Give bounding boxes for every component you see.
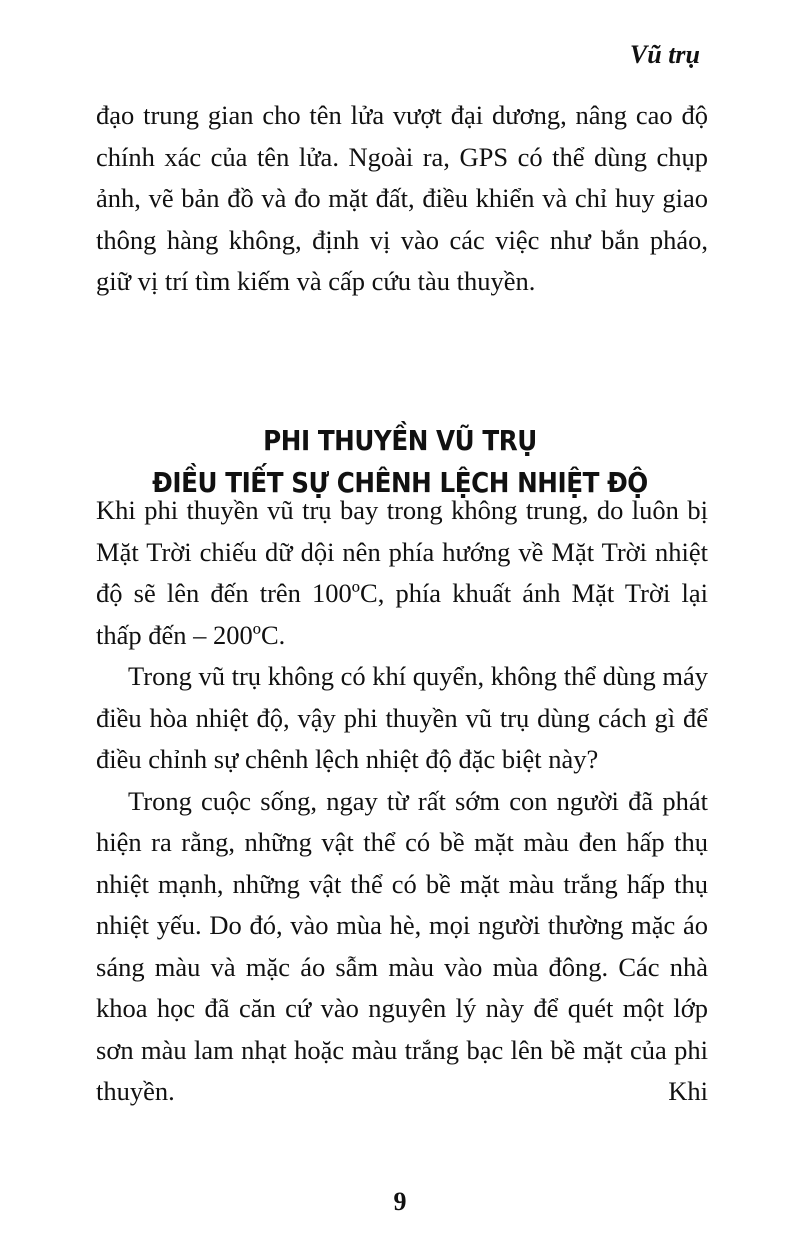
section-title-line-2: ĐIỀU TIẾT SỰ CHÊNH LỆCH NHIỆT ĐỘ: [152, 466, 648, 499]
paragraph-3: Trong cuộc sống, ngay từ rất sớm con người đã phát hiện ra rằng, những vật thể có bề mặt màu đen hấp thụ nhiệt mạnh, những vật thể có bề mặt màu trắng hấp thụ nhiệt yếu. Do đó, vào mùa hè, mọi người thường mặc áo sáng màu và mặc áo sẫm màu vào mùa đông. Các nhà khoa học đã căn cứ vào nguyên lý này để quét một lớp sơn màu lam nhạt hoặc màu trắng bạc lên bề mặt của phi thuyền. Khi: [96, 785, 708, 1106]
intro-text-block: [96, 95, 708, 303]
section-title-line-1: PHI THUYỀN VŨ TRỤ: [263, 424, 537, 457]
section-body: [96, 490, 708, 1113]
paragraph-1: Khi phi thuyền vũ trụ bay trong không trung, do luôn bị Mặt Trời chiếu dữ dội nên phía hướng về Mặt Trời nhiệt độ sẽ lên đến trên 100ºC, phía khuất ánh Mặt Trời lại thấp đến – 200ºC.: [96, 495, 708, 650]
paragraph-2: Trong vũ trụ không có khí quyển, không thể dùng máy điều hòa nhiệt độ, vậy phi thuyền vũ trụ dùng cách gì để điều chỉnh sự chênh lệch nhiệt độ đặc biệt này?: [96, 661, 708, 774]
intro-paragraph: đạo trung gian cho tên lửa vượt đại dương, nâng cao độ chính xác của tên lửa. Ngoài ra, GPS có thể dùng chụp ảnh, vẽ bản đồ và đo mặt đất, điều khiển và chỉ huy giao thông hàng không, định vị vào các việc như bắn pháo, giữ vị trí tìm kiếm và cấp cứu tàu thuyền.: [96, 100, 708, 296]
page-number: 9: [393, 1187, 407, 1216]
running-head: Vũ trụ: [629, 40, 700, 69]
